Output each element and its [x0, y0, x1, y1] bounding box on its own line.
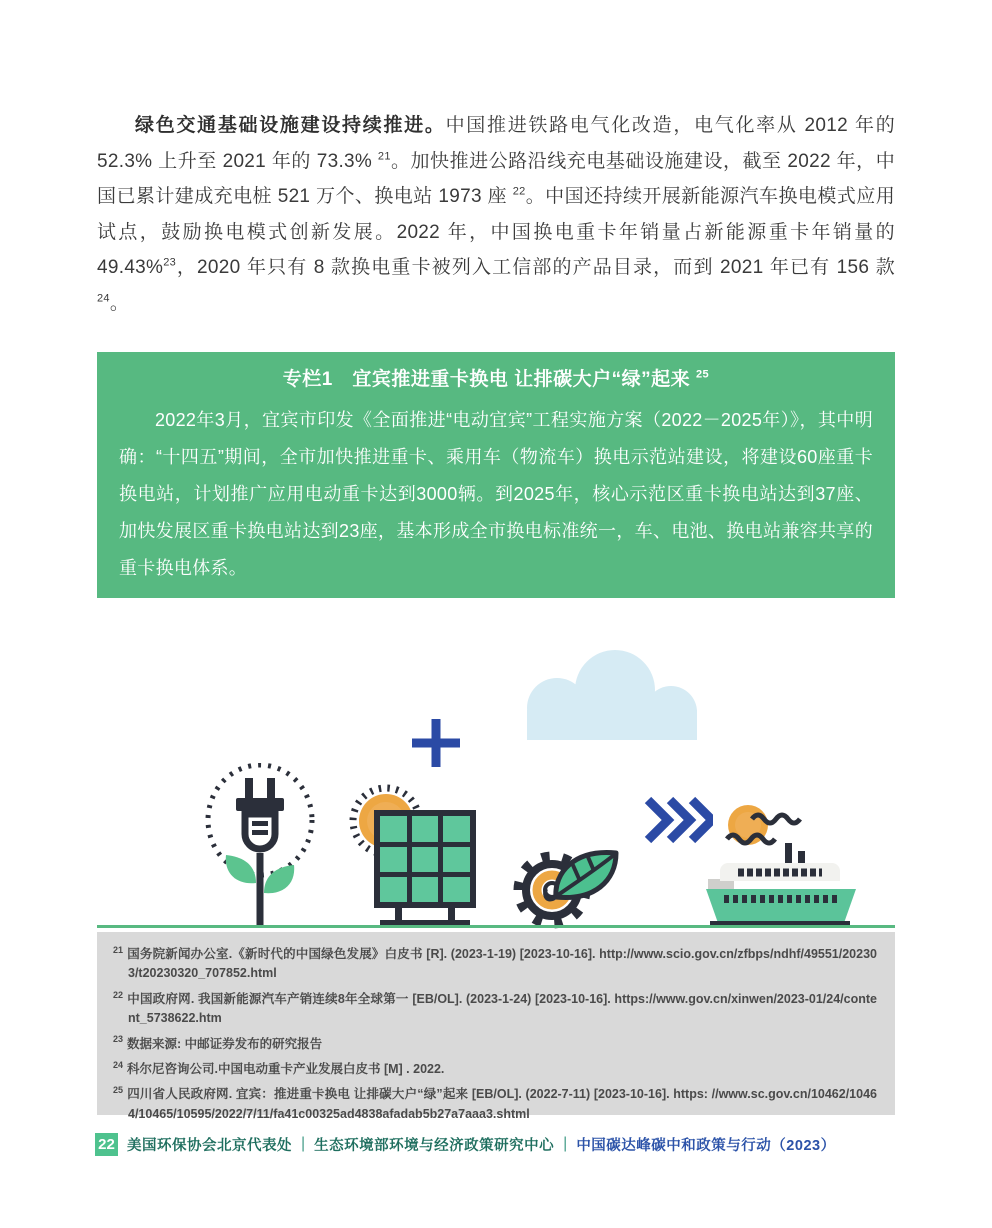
ship-icon — [700, 793, 862, 928]
paragraph-lead: 绿色交通基础设施建设持续推进。 — [135, 115, 446, 136]
footnote-num: 23 — [113, 1034, 124, 1045]
footnote-24 — [113, 1060, 877, 1079]
ground-line — [97, 925, 895, 928]
page-number-badge: 22 — [95, 1133, 118, 1156]
footnote-21 — [113, 945, 877, 984]
footnote-text: 中国政府网. 我国新能源汽车产销连续8年全球第一 [EB/OL]. (2023-1-24) [2023-10-16]. https://www.gov.cn/xinwen/2023-01/24/content_5738622.htm — [127, 991, 877, 1026]
footnote-ref-25: 25 — [695, 368, 710, 381]
footnote-num: 21 — [113, 944, 124, 955]
paragraph-text-2: 。加快推进公路沿线充电基础设施建设，截至 2022 年，中国已累计建成充电桩 521 万个、换电站 1973 座 — [97, 150, 896, 207]
paragraph-text-5: 。 — [109, 292, 130, 314]
page-footer — [95, 1132, 895, 1156]
gear-leaf-icon — [510, 845, 622, 930]
callout-box — [97, 352, 895, 598]
electric-plug-icon — [200, 763, 320, 926]
cloud-icon — [505, 648, 713, 740]
solar-panel-icon — [374, 810, 476, 926]
footnote-num: 25 — [113, 1085, 124, 1096]
footer-org-2: 生态环境部环境与经济政策研究中心 — [314, 1137, 555, 1154]
footer-org-1: 美国环保协会北京代表处 — [127, 1137, 292, 1154]
footnotes-box — [97, 932, 895, 1121]
footnote-25 — [113, 1085, 877, 1124]
footnote-ref-24: 24 — [97, 292, 110, 305]
footnote-ref-21: 21 — [377, 150, 391, 163]
footnote-text: 数据来源: 中邮证券发布的研究报告 — [127, 1036, 323, 1051]
footer-divider-1: | — [301, 1135, 306, 1152]
footnote-text: 四川省人民政府网. 宜宾：推进重卡换电 让排碳大户“绿”起来 [EB/OL]. (2022-7-11) [2023-10-16]. https: //www.sc.gov.cn/10462/10464/10465/10595/2022/7/11/fa41c00325ad4838afadab5b27a7aaa3.shtml — [127, 1087, 877, 1121]
footnote-23 — [113, 1035, 877, 1054]
plus-icon — [410, 717, 462, 769]
callout-title — [119, 367, 873, 393]
callout-body: 2022年3月，宜宾市印发《全面推进“电动宜宾”工程实施方案（2022－2025年）》，其中明确：“十四五”期间，全市加快推进重卡、乘用车（物流车）换电示范站建设，将建设60座重卡换电站，计划推广应用电动重卡达到3000辆。到2025年，核心示范区重卡换电站达到37座、加快发展区重卡换电站达到23座，基本形成全市换电标准统一，车、电池、换电站兼容共享的重卡换电体系。 — [119, 410, 873, 578]
footnote-text: 国务院新闻办公室.《新时代的中国绿色发展》白皮书 [R]. (2023-1-19) [2023-10-16]. http://www.scio.gov.cn/zfbps/ndhf/49551/202303/t20230320_707852.html — [127, 947, 877, 981]
paragraph-text-4: ，2020 年只有 8 款换电重卡被列入工信部的产品目录，而到 2021 年已有 156 款 — [176, 257, 895, 278]
paragraph-text-1: 中国推进铁路电气化改造，电气化率从 2012 年的 52.3% 上升至 2021 年的 73.3% — [97, 115, 895, 172]
footer-edition: 中国碳达峰碳中和政策与行动（2023） — [576, 1137, 836, 1154]
footnote-text: 科尔尼咨询公司.中国电动重卡产业发展白皮书 [M] . 2022. — [127, 1061, 445, 1076]
footnote-ref-23: 23 — [163, 256, 177, 269]
body-paragraph — [97, 108, 895, 321]
footnote-22 — [113, 990, 877, 1029]
illustration — [0, 640, 992, 932]
paragraph-text-3: 。中国还持续开展新能源汽车换电模式应用试点，鼓励换电模式创新发展。2022 年，中国换电重卡年销量占新能源重卡年销量的 49.43% — [97, 186, 895, 278]
callout-title-text: 专栏1 宜宾推进重卡换电 让排碳大户“绿”起来 — [282, 369, 696, 390]
footnote-num: 22 — [113, 989, 124, 1000]
footnote-num: 24 — [113, 1059, 124, 1070]
footnote-ref-22: 22 — [512, 185, 526, 198]
footer-divider-2: | — [563, 1135, 568, 1152]
